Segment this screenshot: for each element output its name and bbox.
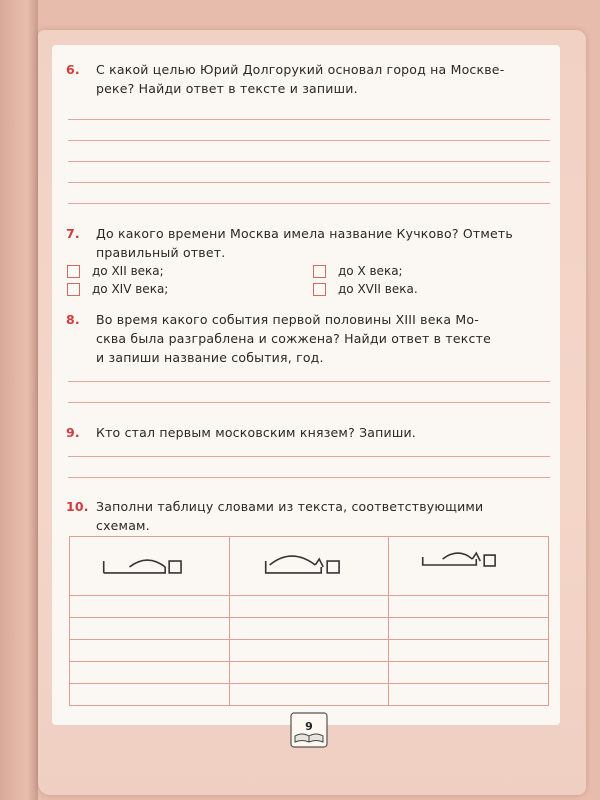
table-cell[interactable] <box>229 618 389 640</box>
table-cell[interactable] <box>70 596 230 618</box>
option-xvii[interactable] <box>313 282 418 296</box>
question-number: 6. <box>66 62 80 77</box>
book-spine <box>0 0 38 800</box>
option-label: до XIV века; <box>92 282 169 296</box>
table-cell[interactable] <box>70 662 230 684</box>
answer-line[interactable] <box>68 477 550 478</box>
table-cell[interactable] <box>229 640 389 662</box>
question-text: правильный ответ. <box>96 245 226 260</box>
question-9 <box>66 423 416 442</box>
table-cell[interactable] <box>229 662 389 684</box>
answer-line[interactable] <box>68 182 550 183</box>
question-7 <box>66 224 513 262</box>
question-text: С какой целью Юрий Долгорукий основал город на Москве- <box>96 62 505 77</box>
scheme-cell <box>229 537 389 596</box>
table-cell[interactable] <box>389 662 549 684</box>
word-scheme-table <box>69 536 549 706</box>
question-number: 10. <box>66 499 89 514</box>
checkbox-icon[interactable] <box>313 283 326 296</box>
question-8 <box>66 310 491 367</box>
question-text: реке? Найди ответ в тексте и запиши. <box>96 81 358 96</box>
option-x[interactable] <box>313 264 403 278</box>
table-cell[interactable] <box>389 684 549 706</box>
question-text: Во время какого события первой половины XIII века Мо- <box>96 312 479 327</box>
answer-line[interactable] <box>68 119 550 120</box>
answer-line[interactable] <box>68 140 550 141</box>
question-text: сква была разграблена и сожжена? Найди ответ в тексте <box>96 331 491 346</box>
scheme-cell <box>389 537 549 596</box>
table-cell[interactable] <box>389 640 549 662</box>
answer-line[interactable] <box>68 381 550 382</box>
scheme-cell <box>70 537 230 596</box>
option-xiv[interactable] <box>67 282 168 296</box>
scheme-header-row <box>70 537 549 596</box>
table-cell[interactable] <box>70 618 230 640</box>
answer-line[interactable] <box>68 402 550 403</box>
table-cell[interactable] <box>389 618 549 640</box>
table-row <box>70 618 549 640</box>
table-row <box>70 640 549 662</box>
question-6 <box>66 60 504 98</box>
option-label: до XVII века. <box>338 282 418 296</box>
checkbox-icon[interactable] <box>67 265 80 278</box>
table-cell[interactable] <box>389 596 549 618</box>
option-xii[interactable] <box>67 264 164 278</box>
option-label: до X века; <box>338 264 403 278</box>
table-row <box>70 684 549 706</box>
table-row <box>70 662 549 684</box>
word-scheme-icon <box>389 537 548 591</box>
question-text: схемам. <box>96 518 150 533</box>
table-row <box>70 596 549 618</box>
table-cell[interactable] <box>70 684 230 706</box>
option-label: до XII века; <box>92 264 164 278</box>
checkbox-icon[interactable] <box>313 265 326 278</box>
page-number-badge <box>290 712 328 748</box>
question-number: 7. <box>66 226 80 241</box>
question-10 <box>66 497 483 535</box>
question-text: Заполни таблицу словами из текста, соответствующими <box>96 499 484 514</box>
page-number: 9 <box>305 720 313 733</box>
table-cell[interactable] <box>229 684 389 706</box>
checkbox-icon[interactable] <box>67 283 80 296</box>
question-text: Кто стал первым московским князем? Запиши. <box>96 425 416 440</box>
question-number: 9. <box>66 425 80 440</box>
word-scheme-icon <box>70 537 229 591</box>
question-text: и запиши название события, год. <box>96 350 324 365</box>
table-cell[interactable] <box>70 640 230 662</box>
question-number: 8. <box>66 312 80 327</box>
answer-line[interactable] <box>68 161 550 162</box>
table-cell[interactable] <box>229 596 389 618</box>
question-text: До какого времени Москва имела название Кучково? Отметь <box>96 226 513 241</box>
answer-line[interactable] <box>68 456 550 457</box>
word-scheme-icon <box>230 537 389 591</box>
answer-line[interactable] <box>68 203 550 204</box>
